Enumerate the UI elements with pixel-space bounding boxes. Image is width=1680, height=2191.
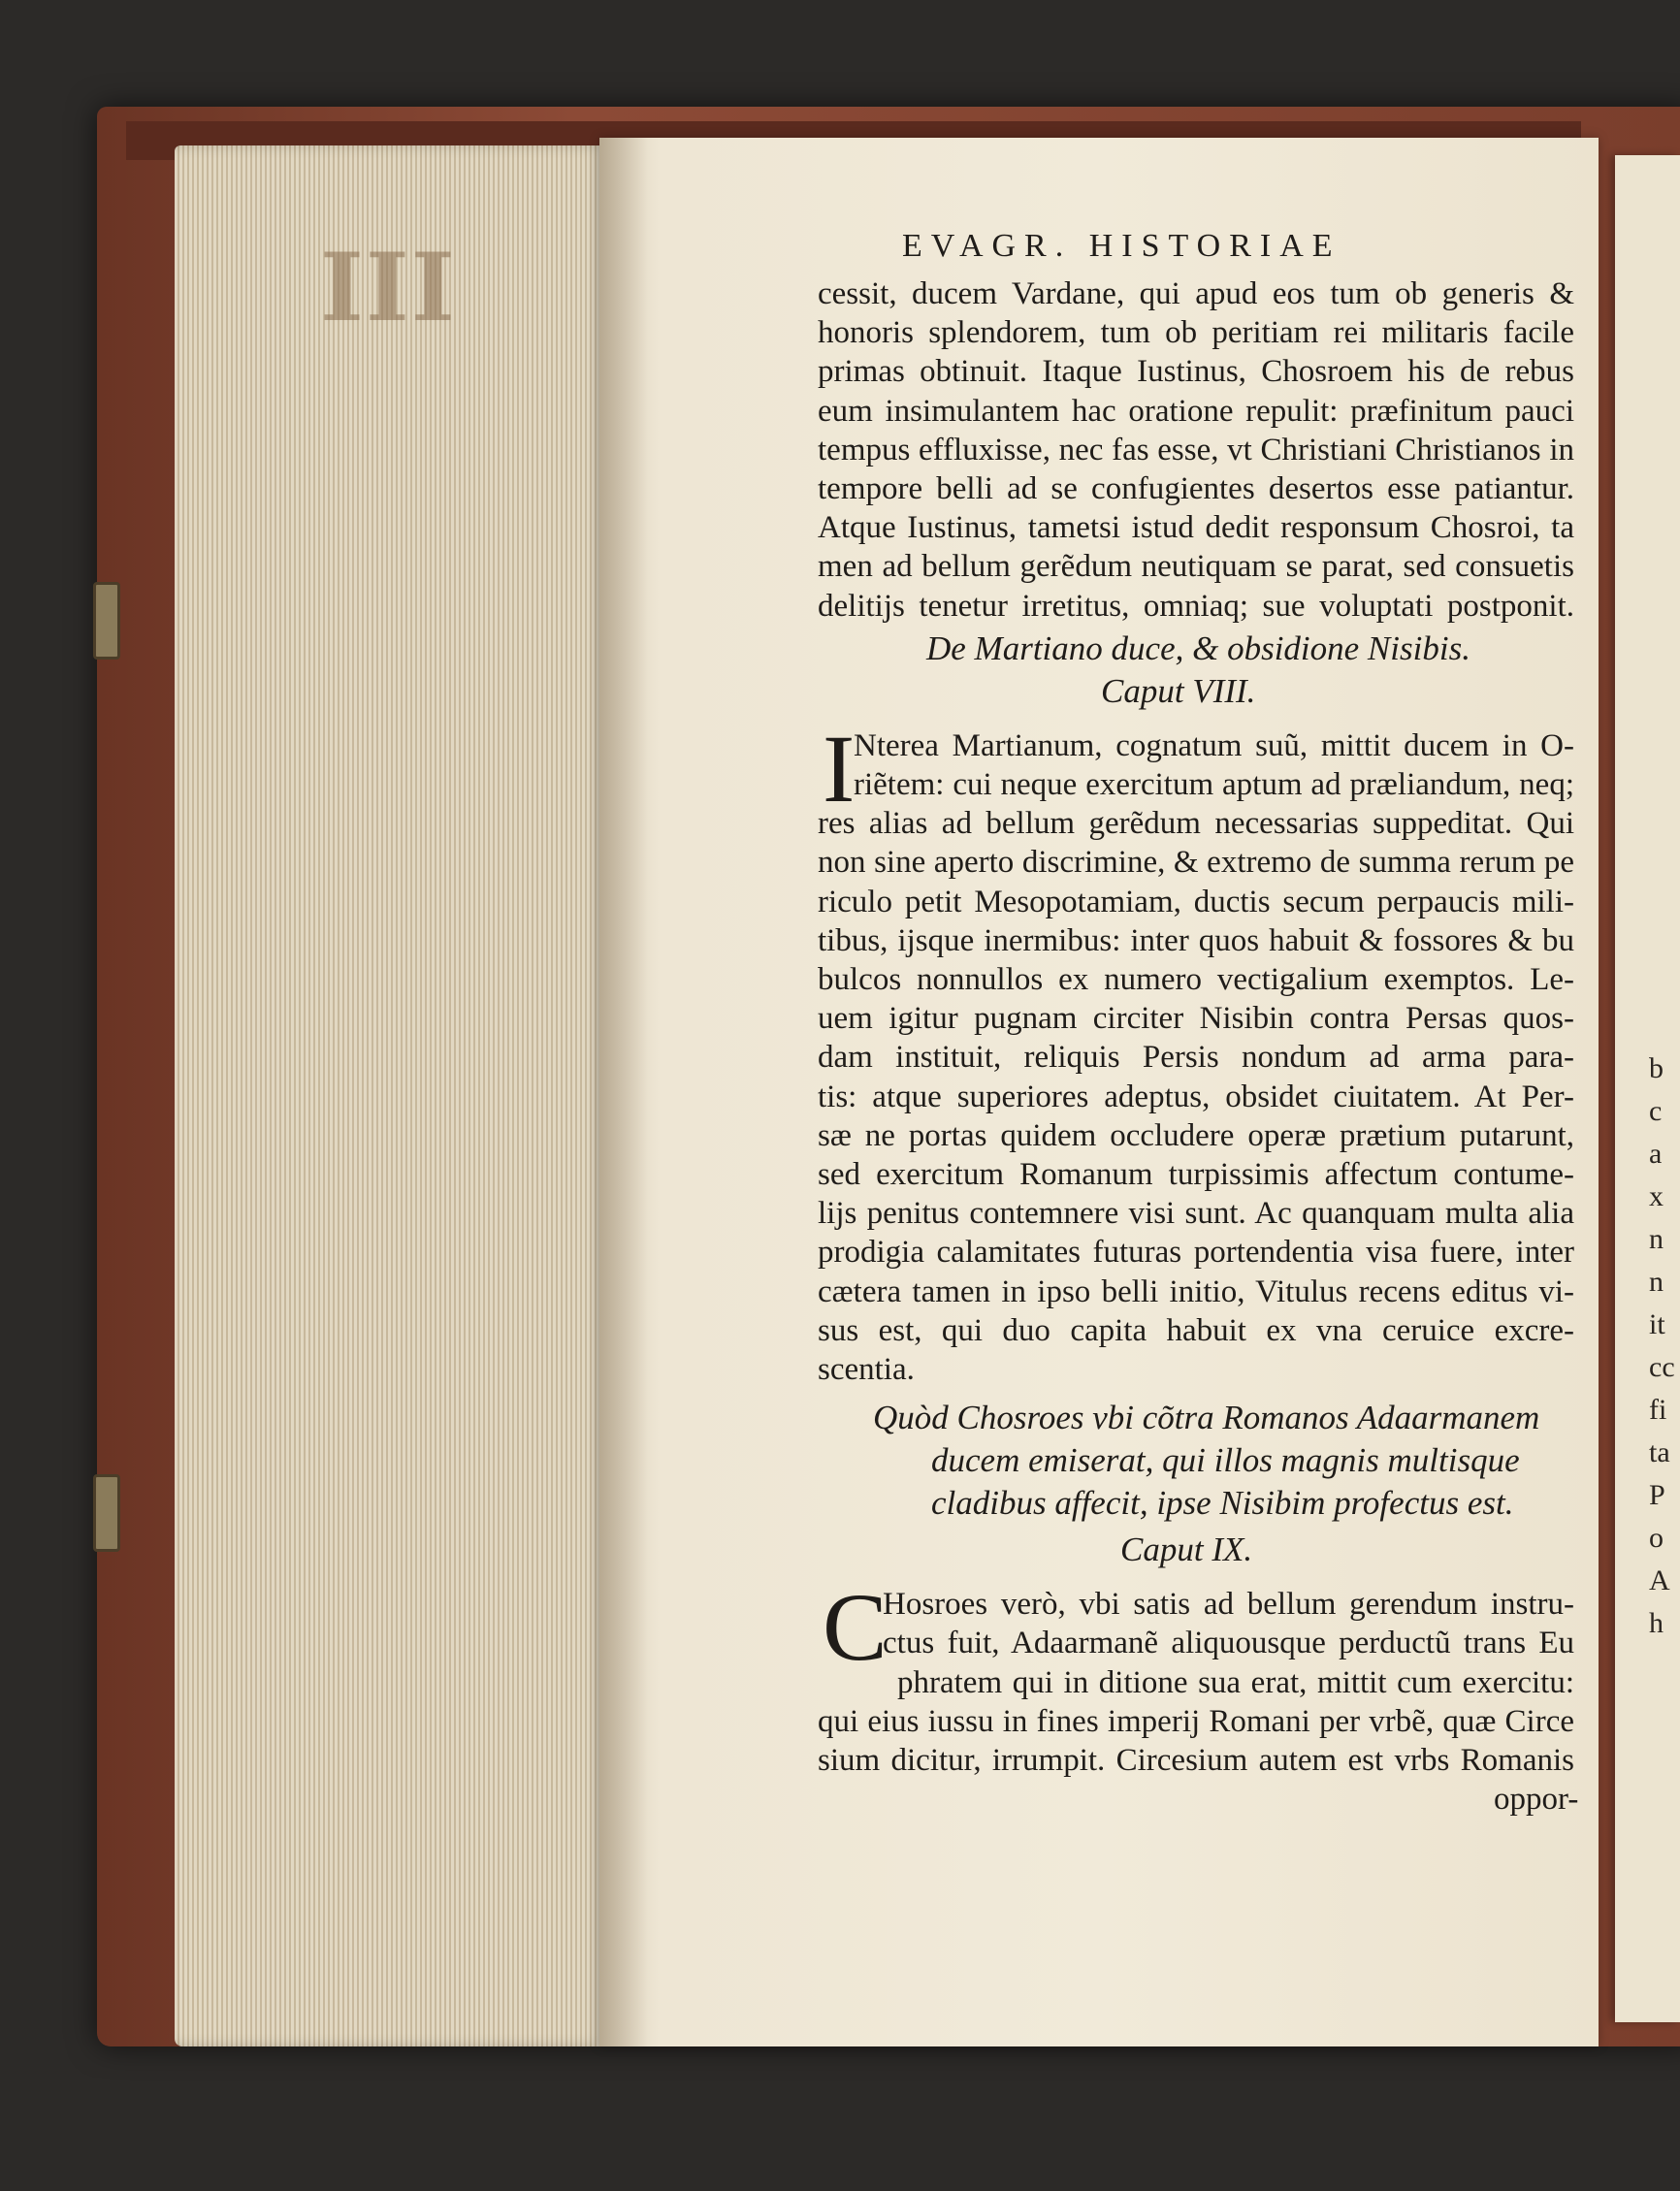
chapter-8-title: De Martiano duce, & obsidione Nisibis. — [926, 628, 1470, 667]
text-line: bulcos nonnullos ex numero vectigalium exemptos. Le- — [818, 962, 1574, 997]
text-line: scentia. — [818, 1352, 915, 1387]
facing-page-letter: c — [1649, 1095, 1663, 1127]
upper-clasp — [93, 582, 120, 660]
text-line: res alias ad bellum gerẽdum necessarias suppeditat. Qui — [818, 806, 1574, 842]
text-line: cætera tamen in ipso belli initio, Vitulus recens editus vi- — [818, 1273, 1574, 1309]
running-head: EVAGR. HISTORIAE — [902, 228, 1341, 264]
facing-page-text — [1649, 1047, 1680, 1645]
facing-page-letter: cc — [1649, 1351, 1675, 1383]
text-line: prodigia calamitates futuras portendentia visa fuere, inter — [818, 1235, 1574, 1271]
gutter-shadow — [599, 138, 648, 2046]
text-line: men ad bellum gerẽdum neutiquam se parat, sed consuetis — [818, 549, 1574, 585]
text-line: tempore belli ad se confugientes desertos esse patiantur. — [818, 471, 1574, 506]
text-line: Hosroes verò, vbi satis ad bellum gerendum instru- — [883, 1587, 1574, 1623]
text-line: Nterea Martianum, cognatum suũ, mittit ducem in O- — [854, 727, 1574, 763]
text-line: tis: atque superiores adeptus, obsidet ciuitatem. At Per- — [818, 1079, 1574, 1114]
facing-page-letter: n — [1649, 1223, 1664, 1255]
facing-page-letter: P — [1649, 1479, 1665, 1511]
facing-page-letter: h — [1649, 1607, 1664, 1639]
chapter-9-title-line: ducem emiserat, qui illos magnis multisque — [931, 1441, 1520, 1480]
text-line: dam instituit, reliquis Persis nondum ad arma para- — [818, 1040, 1574, 1076]
chapter-9-caput: Caput IX. — [1120, 1530, 1253, 1569]
text-line: uem igitur pugnam circiter Nisibin contra Persas quos- — [818, 1001, 1574, 1037]
text-line: sed exercitum Romanum turpissimis affectum contume- — [818, 1157, 1574, 1192]
facing-page-letter: a — [1649, 1138, 1663, 1170]
text-line: riẽtem: cui neque exercitum aptum ad præliandum, neq; — [854, 767, 1574, 802]
facing-page-letter: x — [1649, 1180, 1664, 1212]
text-line: phratem qui in ditione sua erat, mittit cum exercitu: — [897, 1664, 1574, 1700]
chapter-9-initial: C — [823, 1573, 888, 1682]
catchword: oppor- — [1494, 1782, 1579, 1818]
chapter-9-title-line: cladibus affecit, ipse Nisibim profectus est. — [931, 1484, 1514, 1523]
text-line: tempus effluxisse, nec fas esse, vt Christiani Christianos in — [818, 432, 1574, 467]
facing-page-letter: A — [1649, 1564, 1670, 1596]
chapter-8-caput: Caput VIII. — [1101, 671, 1256, 710]
text-line: sæ ne portas quidem occludere operæ prætium putarunt, — [818, 1117, 1574, 1153]
facing-page-letter: fi — [1649, 1394, 1667, 1426]
text-line: sus est, qui duo capita habuit ex vna ceruice excre- — [818, 1312, 1574, 1348]
text-line: ctus fuit, Adaarmanẽ aliquousque perductũ trans Eu — [883, 1626, 1574, 1661]
chapter-8-initial: I — [823, 714, 856, 822]
facing-page-letter: ta — [1649, 1436, 1670, 1468]
facing-page-letter: b — [1649, 1052, 1664, 1084]
text-line: tibus, ijsque inermibus: inter quos habuit & fossores & bu — [818, 922, 1574, 958]
fore-edge-mark: III — [320, 233, 457, 342]
text-line: eum insimulantem hac oratione repulit: præfinitum pauci — [818, 393, 1574, 429]
text-line: Atque Iustinus, tametsi istud dedit responsum Chosroi, ta — [818, 510, 1574, 546]
lower-clasp — [93, 1474, 120, 1552]
text-line: delitijs tenetur irretitus, omniaq; sue voluptati postponit. — [818, 588, 1574, 624]
text-line: primas obtinuit. Itaque Iustinus, Chosroem his de rebus — [818, 354, 1574, 390]
facing-page-letter: o — [1649, 1522, 1664, 1554]
facing-page-letter: n — [1649, 1266, 1664, 1298]
text-line: qui eius iussu in fines imperij Romani per vrbẽ, quæ Circe — [818, 1703, 1574, 1739]
text-line: riculo petit Mesopotamiam, ductis secum perpaucis mili- — [818, 884, 1574, 919]
text-line: cessit, ducem Vardane, qui apud eos tum ob generis & — [818, 276, 1574, 311]
text-line: lijs penitus contemnere visi sunt. Ac quanquam multa alia — [818, 1196, 1574, 1232]
text-line: sium dicitur, irrumpit. Circesium autem est vrbs Romanis — [818, 1743, 1574, 1778]
chapter-9-title-line: Quòd Chosroes vbi cõtra Romanos Adaarmanem — [873, 1399, 1540, 1437]
page-block-fore-edge — [175, 145, 606, 2046]
text-line: honoris splendorem, tum ob peritiam rei militaris facile — [818, 315, 1574, 351]
text-line: non sine aperto discrimine, & extremo de summa rerum pe — [818, 845, 1574, 881]
facing-page-letter: it — [1649, 1308, 1665, 1340]
